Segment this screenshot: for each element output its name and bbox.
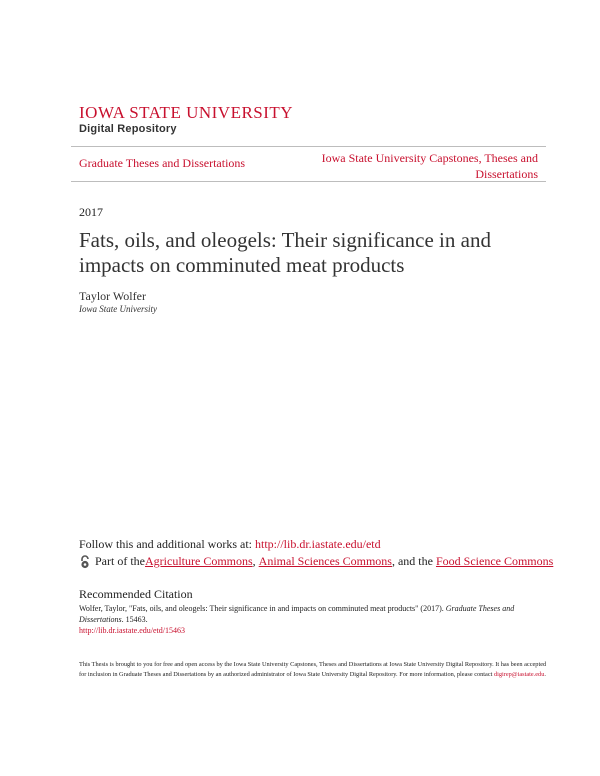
follow-line bbox=[79, 537, 381, 552]
citation-number: . 15463. bbox=[121, 615, 148, 624]
collection-link-right[interactable]: Iowa State University Capstones, Theses and Dissertations bbox=[321, 151, 538, 181]
animal-sciences-commons-link[interactable]: Animal Sciences Commons bbox=[258, 554, 392, 568]
food-science-commons-link[interactable]: Food Science Commons bbox=[435, 554, 554, 568]
etd-link[interactable]: http://lib.dr.iastate.edu/etd bbox=[255, 537, 381, 551]
author-affiliation: Iowa State University bbox=[79, 304, 157, 314]
publication-year: 2017 bbox=[79, 205, 103, 219]
conjunction: , and the bbox=[391, 554, 436, 568]
notice-end: . bbox=[544, 671, 546, 678]
citation-block bbox=[79, 603, 549, 636]
follow-text: Follow this and additional works at: bbox=[79, 537, 255, 551]
author-name: Taylor Wolfer bbox=[79, 289, 146, 303]
part-of-line bbox=[79, 554, 553, 569]
recommended-citation-heading: Recommended Citation bbox=[79, 587, 193, 601]
notice-text: This Thesis is brought to you for free and open access by the Iowa State University Capstones, Theses and Dissertations at Iowa State University Digital Repository. It has been accepted for inclusion in Graduate Theses and Dissertations by an authorized administrator of Iowa State University Digital Repository. For more information, please contact bbox=[79, 661, 547, 678]
citation-url[interactable]: http://lib.dr.iastate.edu/etd/15463 bbox=[79, 626, 185, 635]
citation-text: Wolfer, Taylor, "Fats, oils, and oleogels: Their significance in and impacts on comminuted meat products" (2017). bbox=[79, 604, 446, 613]
access-notice bbox=[79, 660, 549, 680]
citation-series: Graduate Theses and Dissertations bbox=[79, 604, 515, 624]
repository-name: Digital Repository bbox=[79, 123, 177, 135]
top-rule bbox=[71, 146, 546, 147]
agriculture-commons-link[interactable]: Agriculture Commons bbox=[145, 554, 253, 568]
open-access-icon bbox=[79, 555, 91, 569]
document-title: Fats, oils, and oleogels: Their significance in and impacts on comminuted meat products bbox=[79, 228, 491, 277]
collection-link-left[interactable]: Graduate Theses and Dissertations bbox=[79, 156, 246, 170]
contact-email-link[interactable]: digirep@iastate.edu bbox=[493, 671, 545, 678]
part-of-text: Part of the bbox=[95, 554, 145, 568]
separator: , bbox=[252, 554, 259, 568]
isu-logo bbox=[79, 104, 293, 135]
bottom-rule bbox=[71, 181, 546, 182]
university-name: IOWA STATE UNIVERSITY bbox=[79, 103, 294, 122]
